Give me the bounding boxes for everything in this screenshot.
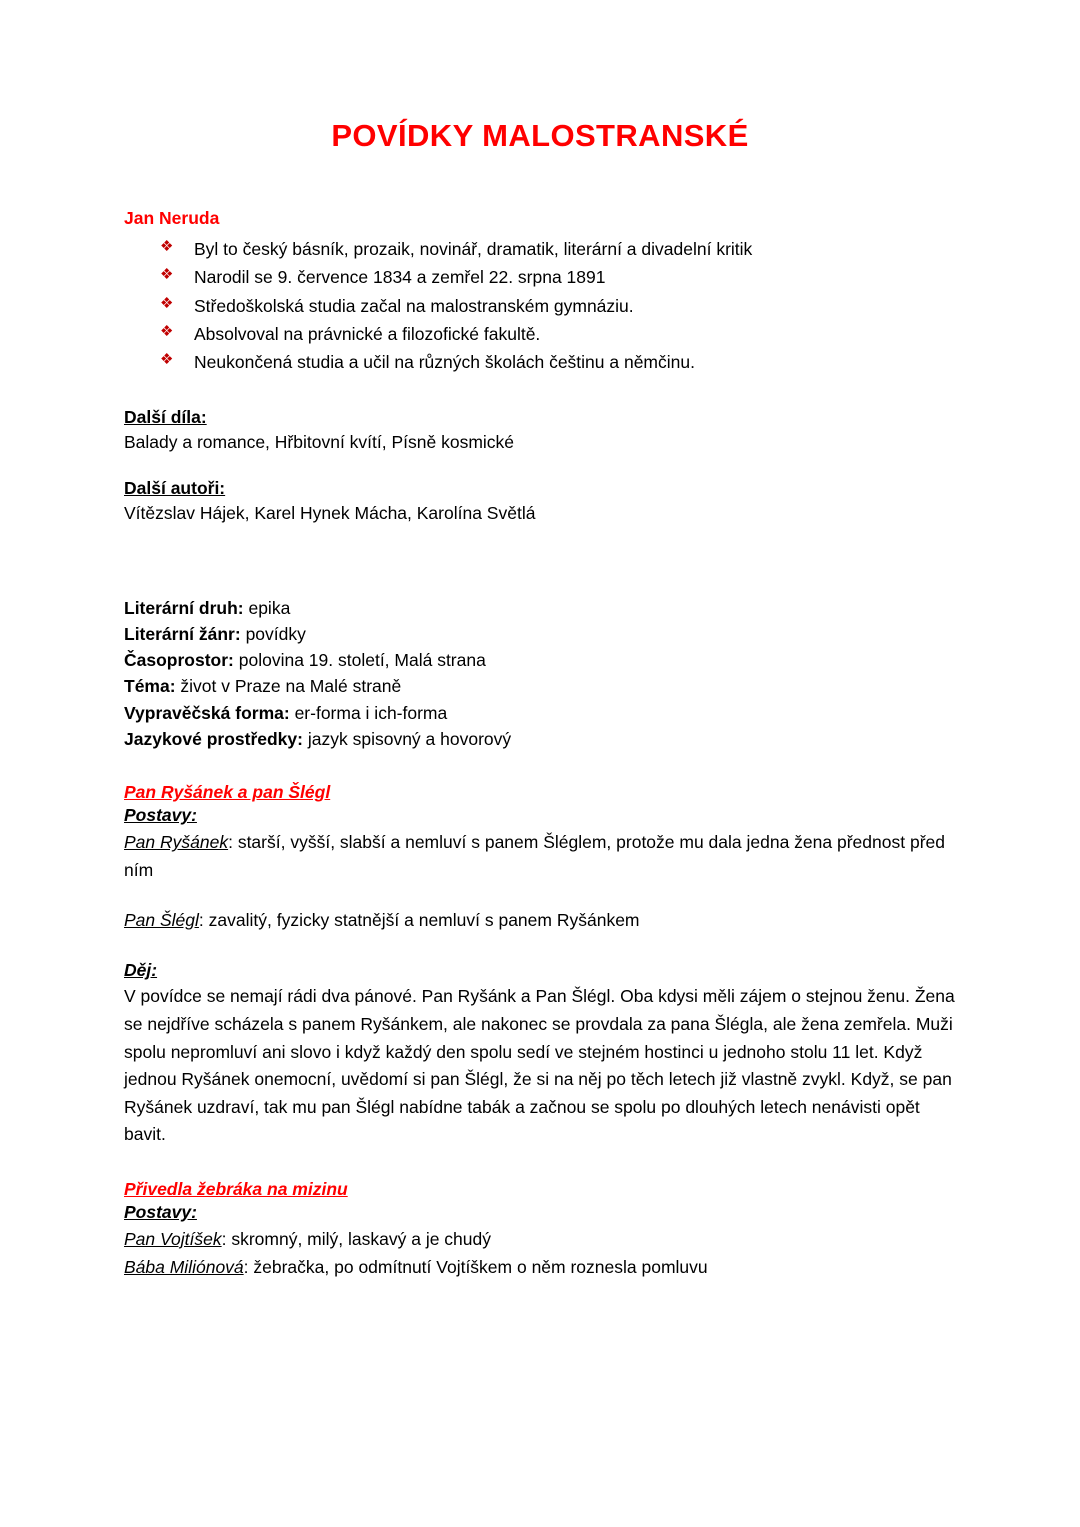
- other-authors-heading: Další autoři:: [124, 477, 226, 498]
- character-name: Pan Šlégl: [124, 910, 199, 931]
- meta-row: [124, 595, 956, 621]
- list-item-label: Neukončená studia a učil na různých školách češtinu a němčinu.: [194, 352, 695, 373]
- story-two-character-2: [124, 1253, 956, 1281]
- meta-label: Jazykové prostředky:: [124, 728, 303, 749]
- meta-value: epika: [248, 597, 291, 618]
- list-item: [160, 235, 956, 263]
- author-heading: Jan Neruda: [124, 208, 220, 228]
- story-one-character-2: [124, 906, 956, 934]
- list-item: [160, 348, 956, 376]
- meta-row: [124, 647, 956, 673]
- meta-row: [124, 700, 956, 726]
- meta-value: jazyk spisovný a hovorový: [307, 728, 512, 749]
- story-two-characters-heading: Postavy:: [124, 1202, 197, 1223]
- character-description: : skromný, milý, laskavý a je chudý: [221, 1229, 491, 1250]
- metadata-block: [124, 595, 956, 753]
- diamond-bullet-icon: ❖: [160, 238, 174, 255]
- character-name: Pan Ryšánek: [124, 832, 229, 853]
- meta-row: [124, 726, 956, 752]
- meta-value: polovina 19. století, Malá strana: [238, 650, 486, 671]
- character-name: Bába Miliónová: [124, 1257, 244, 1278]
- list-item-label: Narodil se 9. července 1834 a zemřel 22. srpna 1891: [194, 267, 606, 288]
- meta-label: Literární druh:: [124, 597, 244, 618]
- story-one-plot-text: V povídce se nemají rádi dva pánové. Pan Ryšánk a Pan Šlégl. Oba kdysi měli zájem o stejnou ženu. Žena se nejdříve scházela s panem Ryšánkem, ale nakonec se provdala za pana Šlégla, ale žena zemřela. Muži spolu nepromluví ani slovo i když každý den spolu sedí ve stejném hostinci u jednoho stolu 11 let. Když jednou Ryšánek onemocní, uvědomí si pan Šlégl, že si na něj po těch letech již vlastně zvykl. Když, se pan Ryšánek uzdraví, tak mu pan Šlégl nabídne tabák a začnou se spolu po dlouhých letech nenávisti opět bavit.: [124, 986, 955, 1145]
- list-item: [160, 263, 956, 291]
- author-bullet-list: [124, 235, 956, 377]
- meta-row: [124, 621, 956, 647]
- list-item-label: Středoškolská studia začal na malostranském gymnáziu.: [194, 295, 634, 316]
- story-two-title: Přivedla žebráka na mizinu: [124, 1179, 348, 1200]
- meta-label: Časoprostor:: [124, 650, 234, 671]
- meta-value: povídky: [245, 623, 306, 644]
- meta-label: Téma:: [124, 676, 176, 697]
- meta-value: er-forma i ich-forma: [294, 702, 448, 723]
- meta-row: [124, 673, 956, 699]
- story-one-title: Pan Ryšánek a pan Šlégl: [124, 782, 331, 803]
- story-two-character-1: [124, 1225, 956, 1253]
- other-works-text: Balady a romance, Hřbitovní kvítí, Písně kosmické: [124, 431, 515, 452]
- list-item-label: Byl to český básník, prozaik, novinář, dramatik, literární a divadelní kritik: [194, 239, 753, 259]
- other-works-heading: Další díla:: [124, 406, 207, 427]
- diamond-bullet-icon: ❖: [160, 266, 174, 284]
- diamond-bullet-icon: ❖: [160, 323, 174, 341]
- meta-label: Literární žánr:: [124, 623, 241, 644]
- meta-label: Vypravěčská forma:: [124, 702, 290, 723]
- diamond-bullet-icon: ❖: [160, 294, 174, 312]
- page-title: POVÍDKY MALOSTRANSKÉ: [331, 118, 749, 153]
- list-item-label: Absolvoval na právnické a filozofické fakultě.: [194, 324, 541, 345]
- character-name: Pan Vojtíšek: [124, 1229, 222, 1250]
- character-description: : zavalitý, fyzicky statnější a nemluví s panem Ryšánkem: [198, 910, 640, 931]
- meta-value: život v Praze na Malé straně: [180, 676, 402, 697]
- diamond-bullet-icon: ❖: [160, 351, 174, 369]
- story-one-plot-heading: Děj:: [124, 960, 158, 981]
- list-item: [160, 320, 956, 348]
- story-one-character-1: [124, 828, 956, 884]
- story-one-characters-heading: Postavy:: [124, 805, 197, 826]
- character-description: : starší, vyšší, slabší a nemluví s panem Šléglem, protože mu dala jedna žena přednost před ním: [124, 832, 945, 881]
- character-description: : žebračka, po odmítnutí Vojtíškem o něm roznesla pomluvu: [243, 1257, 708, 1278]
- other-authors-text: Vítězslav Hájek, Karel Hynek Mácha, Karolína Světlá: [124, 502, 536, 523]
- list-item: [160, 292, 956, 320]
